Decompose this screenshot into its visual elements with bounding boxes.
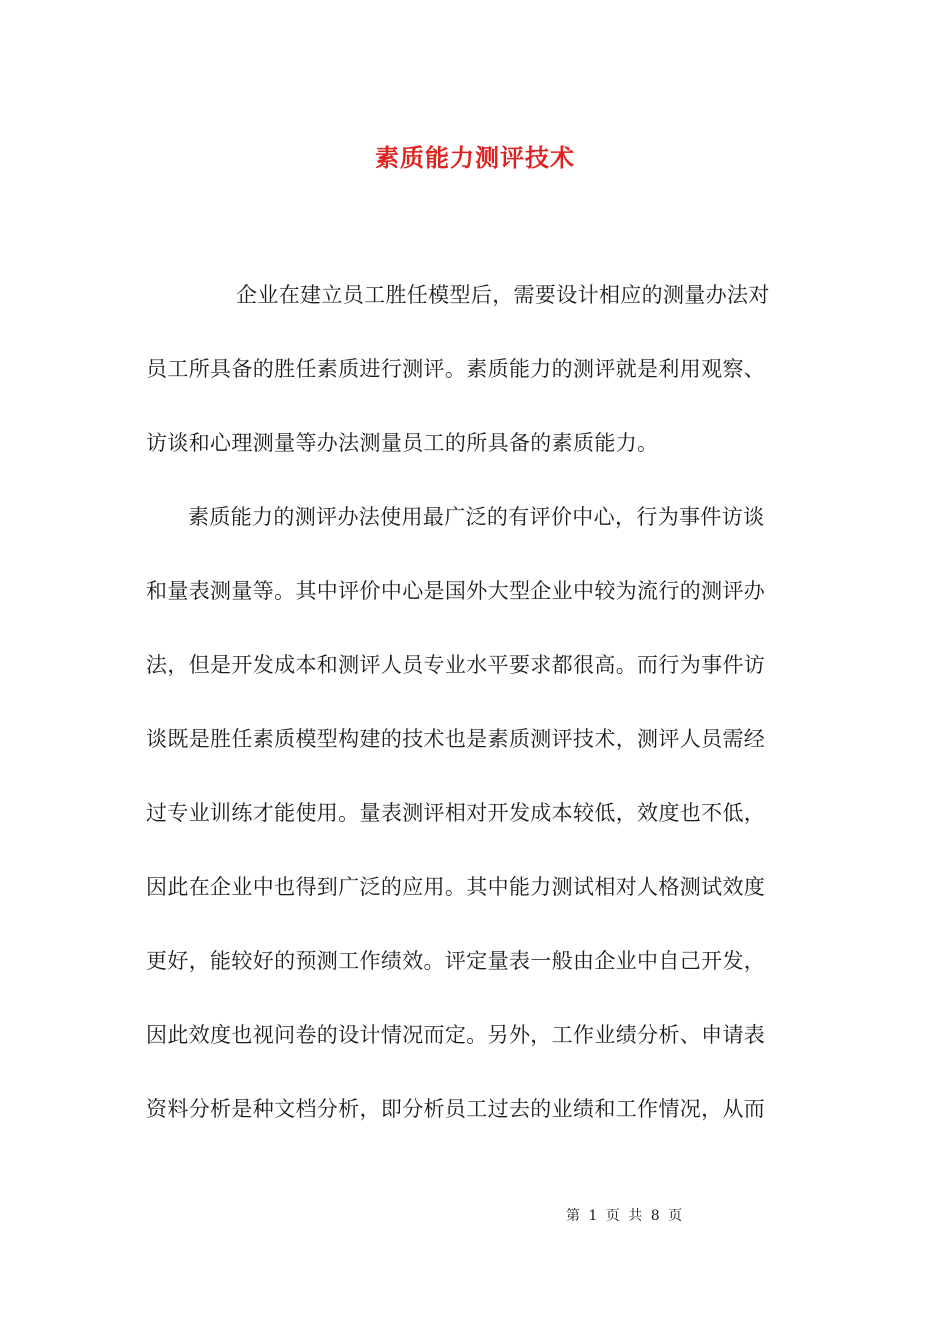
text-line-4: 素质能力的测评办法使用最广泛的有评价中心，行为事件访谈 [188,505,765,529]
text-line-1: 企业在建立员工胜任模型后，需要设计相应的测量办法对 [236,283,770,307]
text-line-9: 因此在企业中也得到广泛的应用。其中能力测试相对人格测试效度 [146,875,766,899]
text-line-11: 因此效度也视问卷的设计情况而定。另外，工作业绩分析、申请表 [146,1023,766,1047]
text-line-7: 谈既是胜任素质模型构建的技术也是素质测评技术，测评人员需经 [146,727,766,751]
document-title: 素质能力测评技术 [375,143,575,172]
text-line-8: 过专业训练才能使用。量表测评相对开发成本较低，效度也不低， [146,801,766,825]
text-line-2: 员工所具备的胜任素质进行测评。素质能力的测评就是利用观察、 [146,357,766,381]
text-line-6: 法，但是开发成本和测评人员专业水平要求都很高。而行为事件访 [146,653,766,677]
text-line-10: 更好，能较好的预测工作绩效。评定量表一般由企业中自己开发， [146,949,766,973]
text-line-5: 和量表测量等。其中评价中心是国外大型企业中较为流行的测评办 [146,579,766,603]
text-line-3: 访谈和心理测量等办法测量员工的所具备的素质能力。 [146,431,659,455]
page-number-footer: 第 1 页 共 8 页 [566,1208,683,1224]
text-line-12: 资料分析是种文档分析，即分析员工过去的业绩和工作情况，从而 [146,1097,766,1121]
